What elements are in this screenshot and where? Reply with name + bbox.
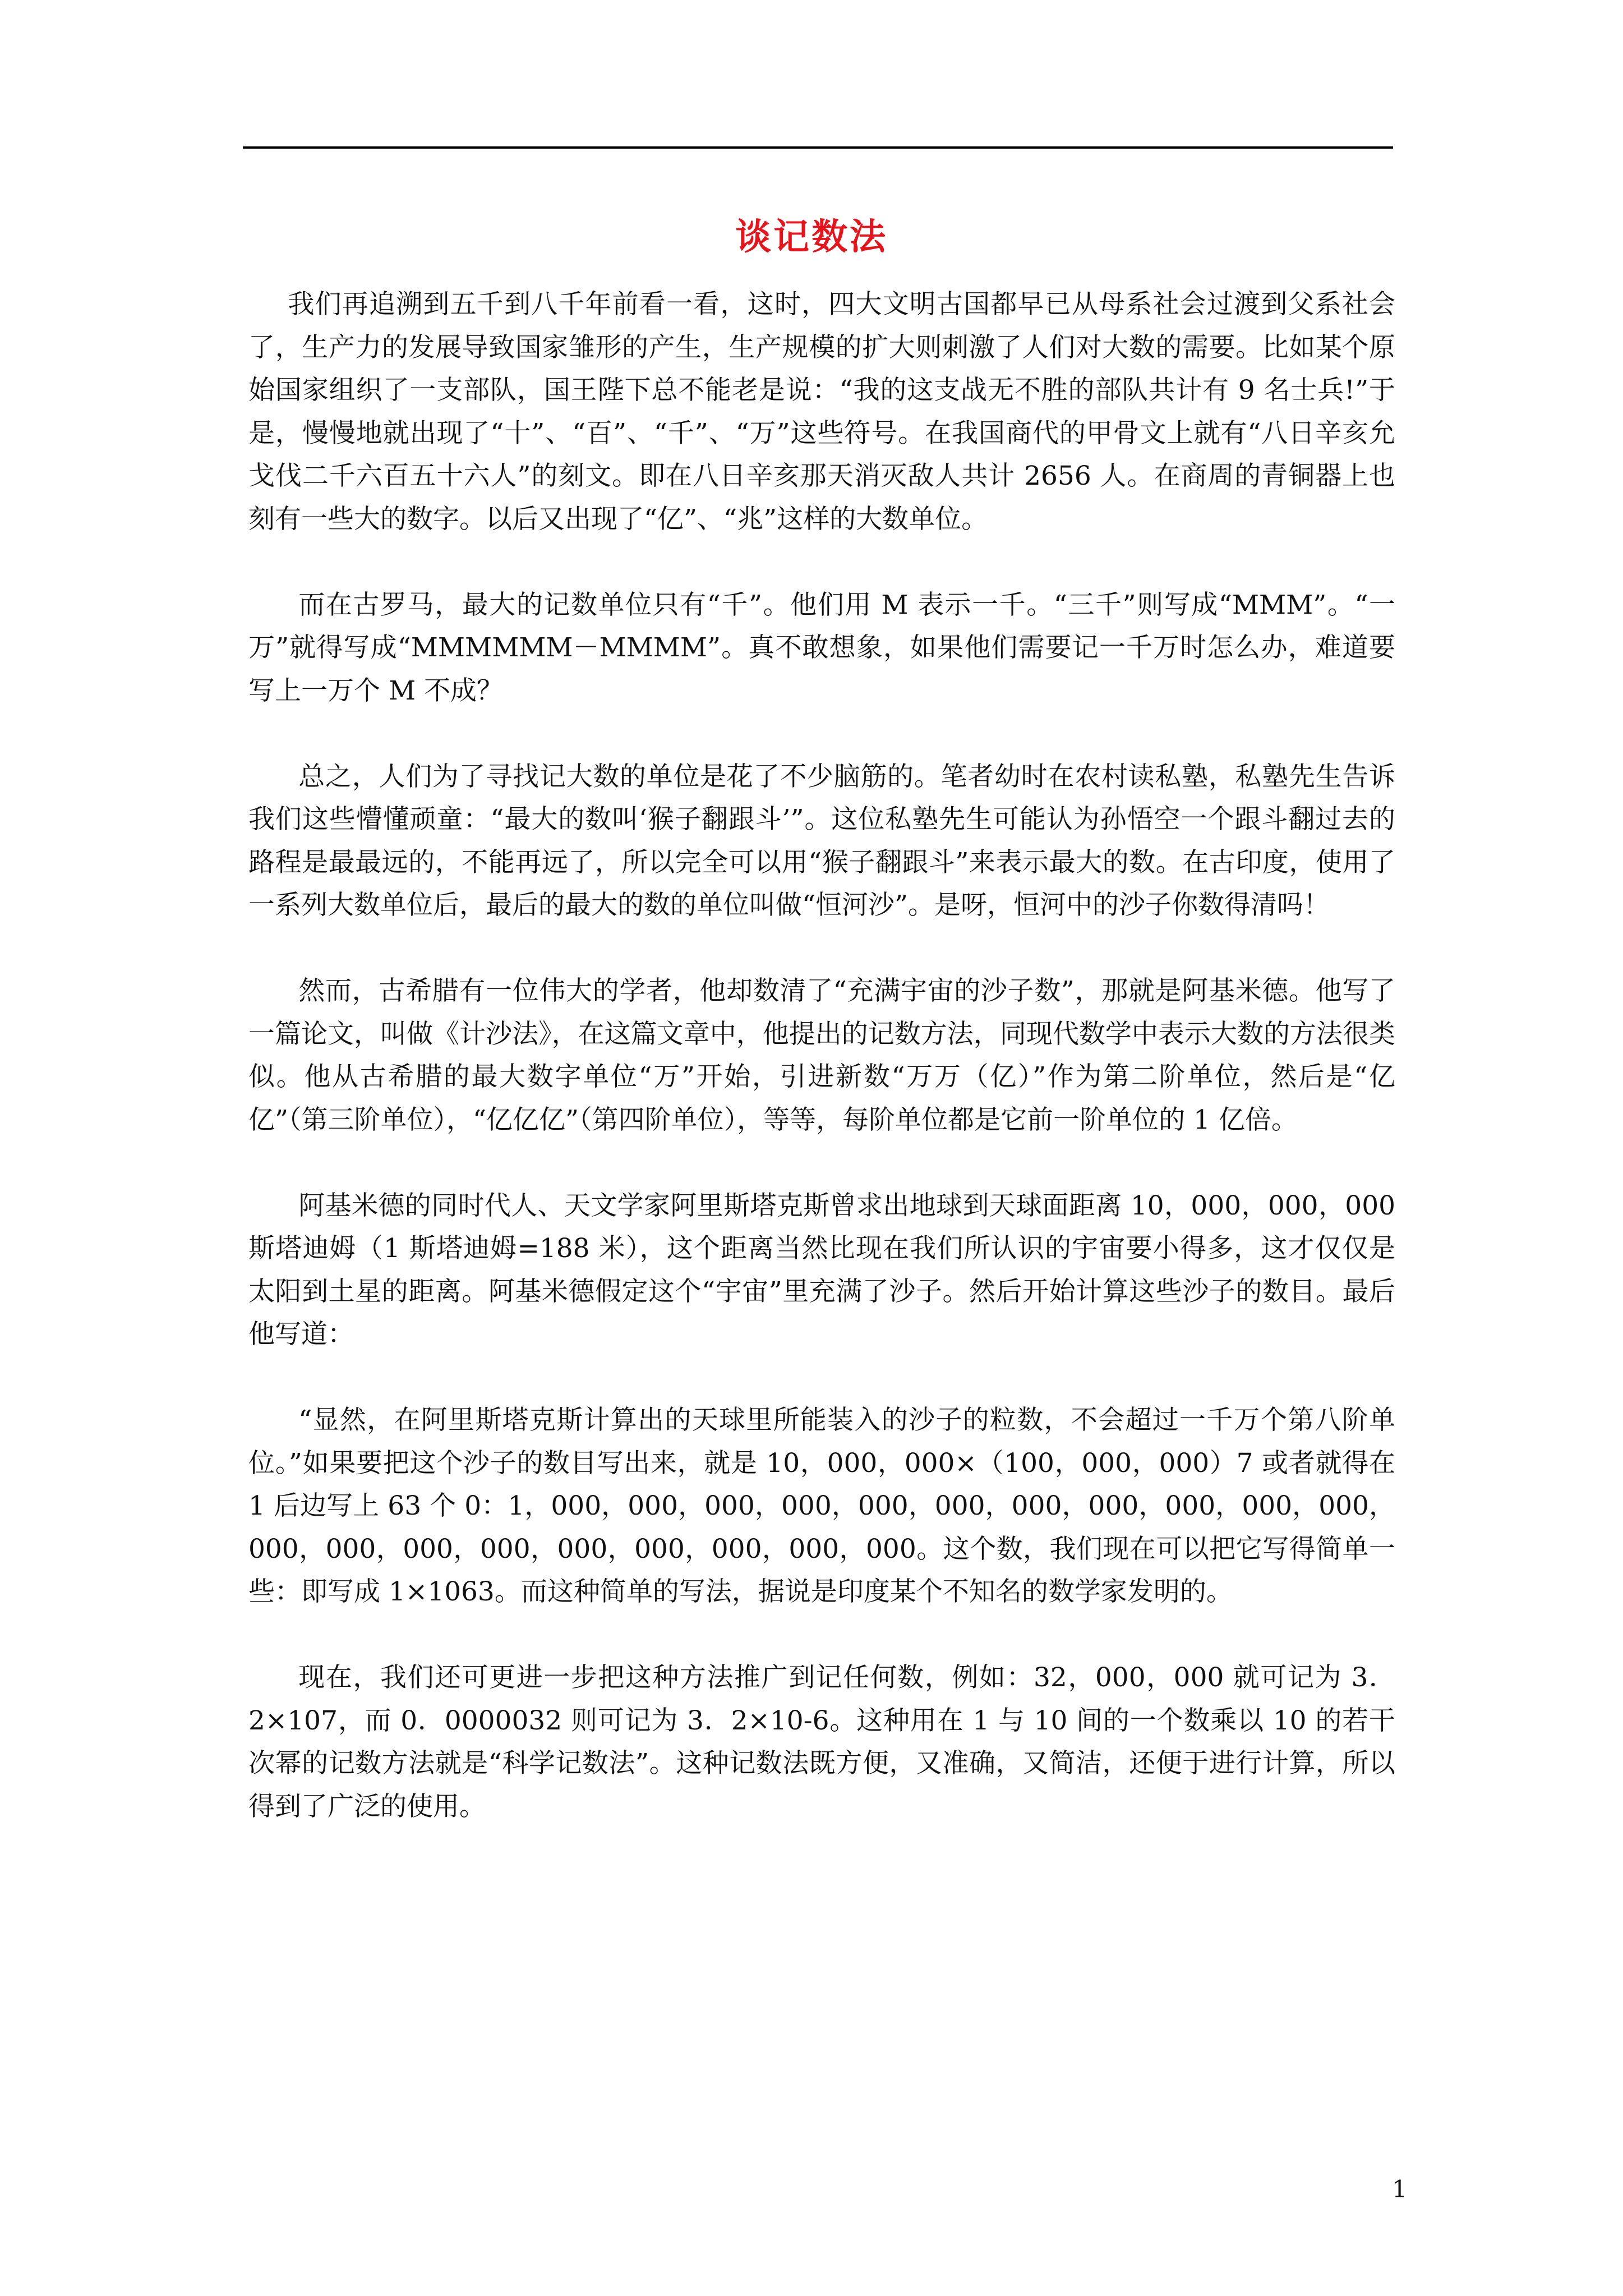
paragraph: 阿基米德的同时代人、天文学家阿里斯塔克斯曾求出地球到天球面距离 10，000，000，000 斯塔迪姆（1 斯塔迪姆=188 米），这个距离当然比现在我们所认识的宇宙要小得多，这才仅仅是太阳到土星的距离。阿基米德假定这个“宇宙”里充满了沙子。然后开始计算这些沙子的数目。最后他写道：	[248, 1190, 1395, 1350]
article-body	[248, 283, 1395, 1871]
page-number: 1	[1392, 2175, 1407, 2203]
paragraph: 然而，古希腊有一位伟大的学者，他却数清了“充满宇宙的沙子数”，那就是阿基米德。他写了一篇论文，叫做《计沙法》，在这篇文章中，他提出的记数方法，同现代数学中表示大数的方法很类似。他从古希腊的最大数字单位“万”开始，引进新数“万万（亿）”作为第二阶单位，然后是“亿亿”（第三阶单位），“亿亿亿”（第四阶单位），等等，每阶单位都是它前一阶单位的 1 亿倍。	[248, 976, 1395, 1135]
header-rule	[243, 146, 1393, 149]
paragraph: 现在，我们还可更进一步把这种方法推广到记任何数，例如：32，000，000 就可记为 3．2×107，而 0．0000032 则可记为 3．2×10-6。这种用在 1 与 10 间的一个数乘以 10 的若干次幂的记数方法就是“科学记数法”。这种记数法既方便，又准确，又简洁，还便于进行计算，所以得到了广泛的使用。	[248, 1662, 1395, 1822]
paragraph: 而在古罗马，最大的记数单位只有“千”。他们用 M 表示一千。“三千”则写成“MMM”。“一万”就得写成“MMMMMM－MMMM”。真不敢想象，如果他们需要记一千万时怎么办，难道要写上一万个 M 不成？	[248, 589, 1395, 706]
paragraph: 我们再追溯到五千到八千年前看一看，这时，四大文明古国都早已从母系社会过渡到父系社会了，生产力的发展导致国家雏形的产生，生产规模的扩大则刺激了人们对大数的需要。比如某个原始国家组织了一支部队，国王陛下总不能老是说：“我的这支战无不胜的部队共计有 9 名士兵!”于是，慢慢地就出现了“十”、“百”、“千”、“万”这些符号。在我国商代的甲骨文上就有“八日辛亥允戈伐二千六百五十六人”的刻文。即在八日辛亥那天消灭敌人共计 2656 人。在商周的青铜器上也刻有一些大的数字。以后又出现了“亿”、“兆”这样的大数单位。	[248, 289, 1395, 535]
document-title: 谈记数法	[735, 216, 888, 258]
paragraph: 总之，人们为了寻找记大数的单位是花了不少脑筋的。笔者幼时在农村读私塾，私塾先生告诉我们这些懵懂顽童：“最大的数叫‘猴子翻跟斗’”。这位私塾先生可能认为孙悟空一个跟斗翻过去的路程是最最远的，不能再远了，所以完全可以用“猴子翻跟斗”来表示最大的数。在古印度，使用了一系列大数单位后，最后的最大的数的单位叫做“恒河沙”。是呀，恒河中的沙子你数得清吗！	[248, 761, 1395, 921]
paragraph: “显然，在阿里斯塔克斯计算出的天球里所能装入的沙子的粒数，不会超过一千万个第八阶单位。”如果要把这个沙子的数目写出来，就是 10，000，000×（100，000，000）7 或者就得在 1 后边写上 63 个 0：1，000，000，000，000，000，000，000，000，000，000，000，000，000，000，000，000，000，000，000，000。这个数，我们现在可以把它写得简单一些：即写成 1×1063。而这种简单的写法，据说是印度某个不知名的数学家发明的。	[248, 1405, 1395, 1607]
